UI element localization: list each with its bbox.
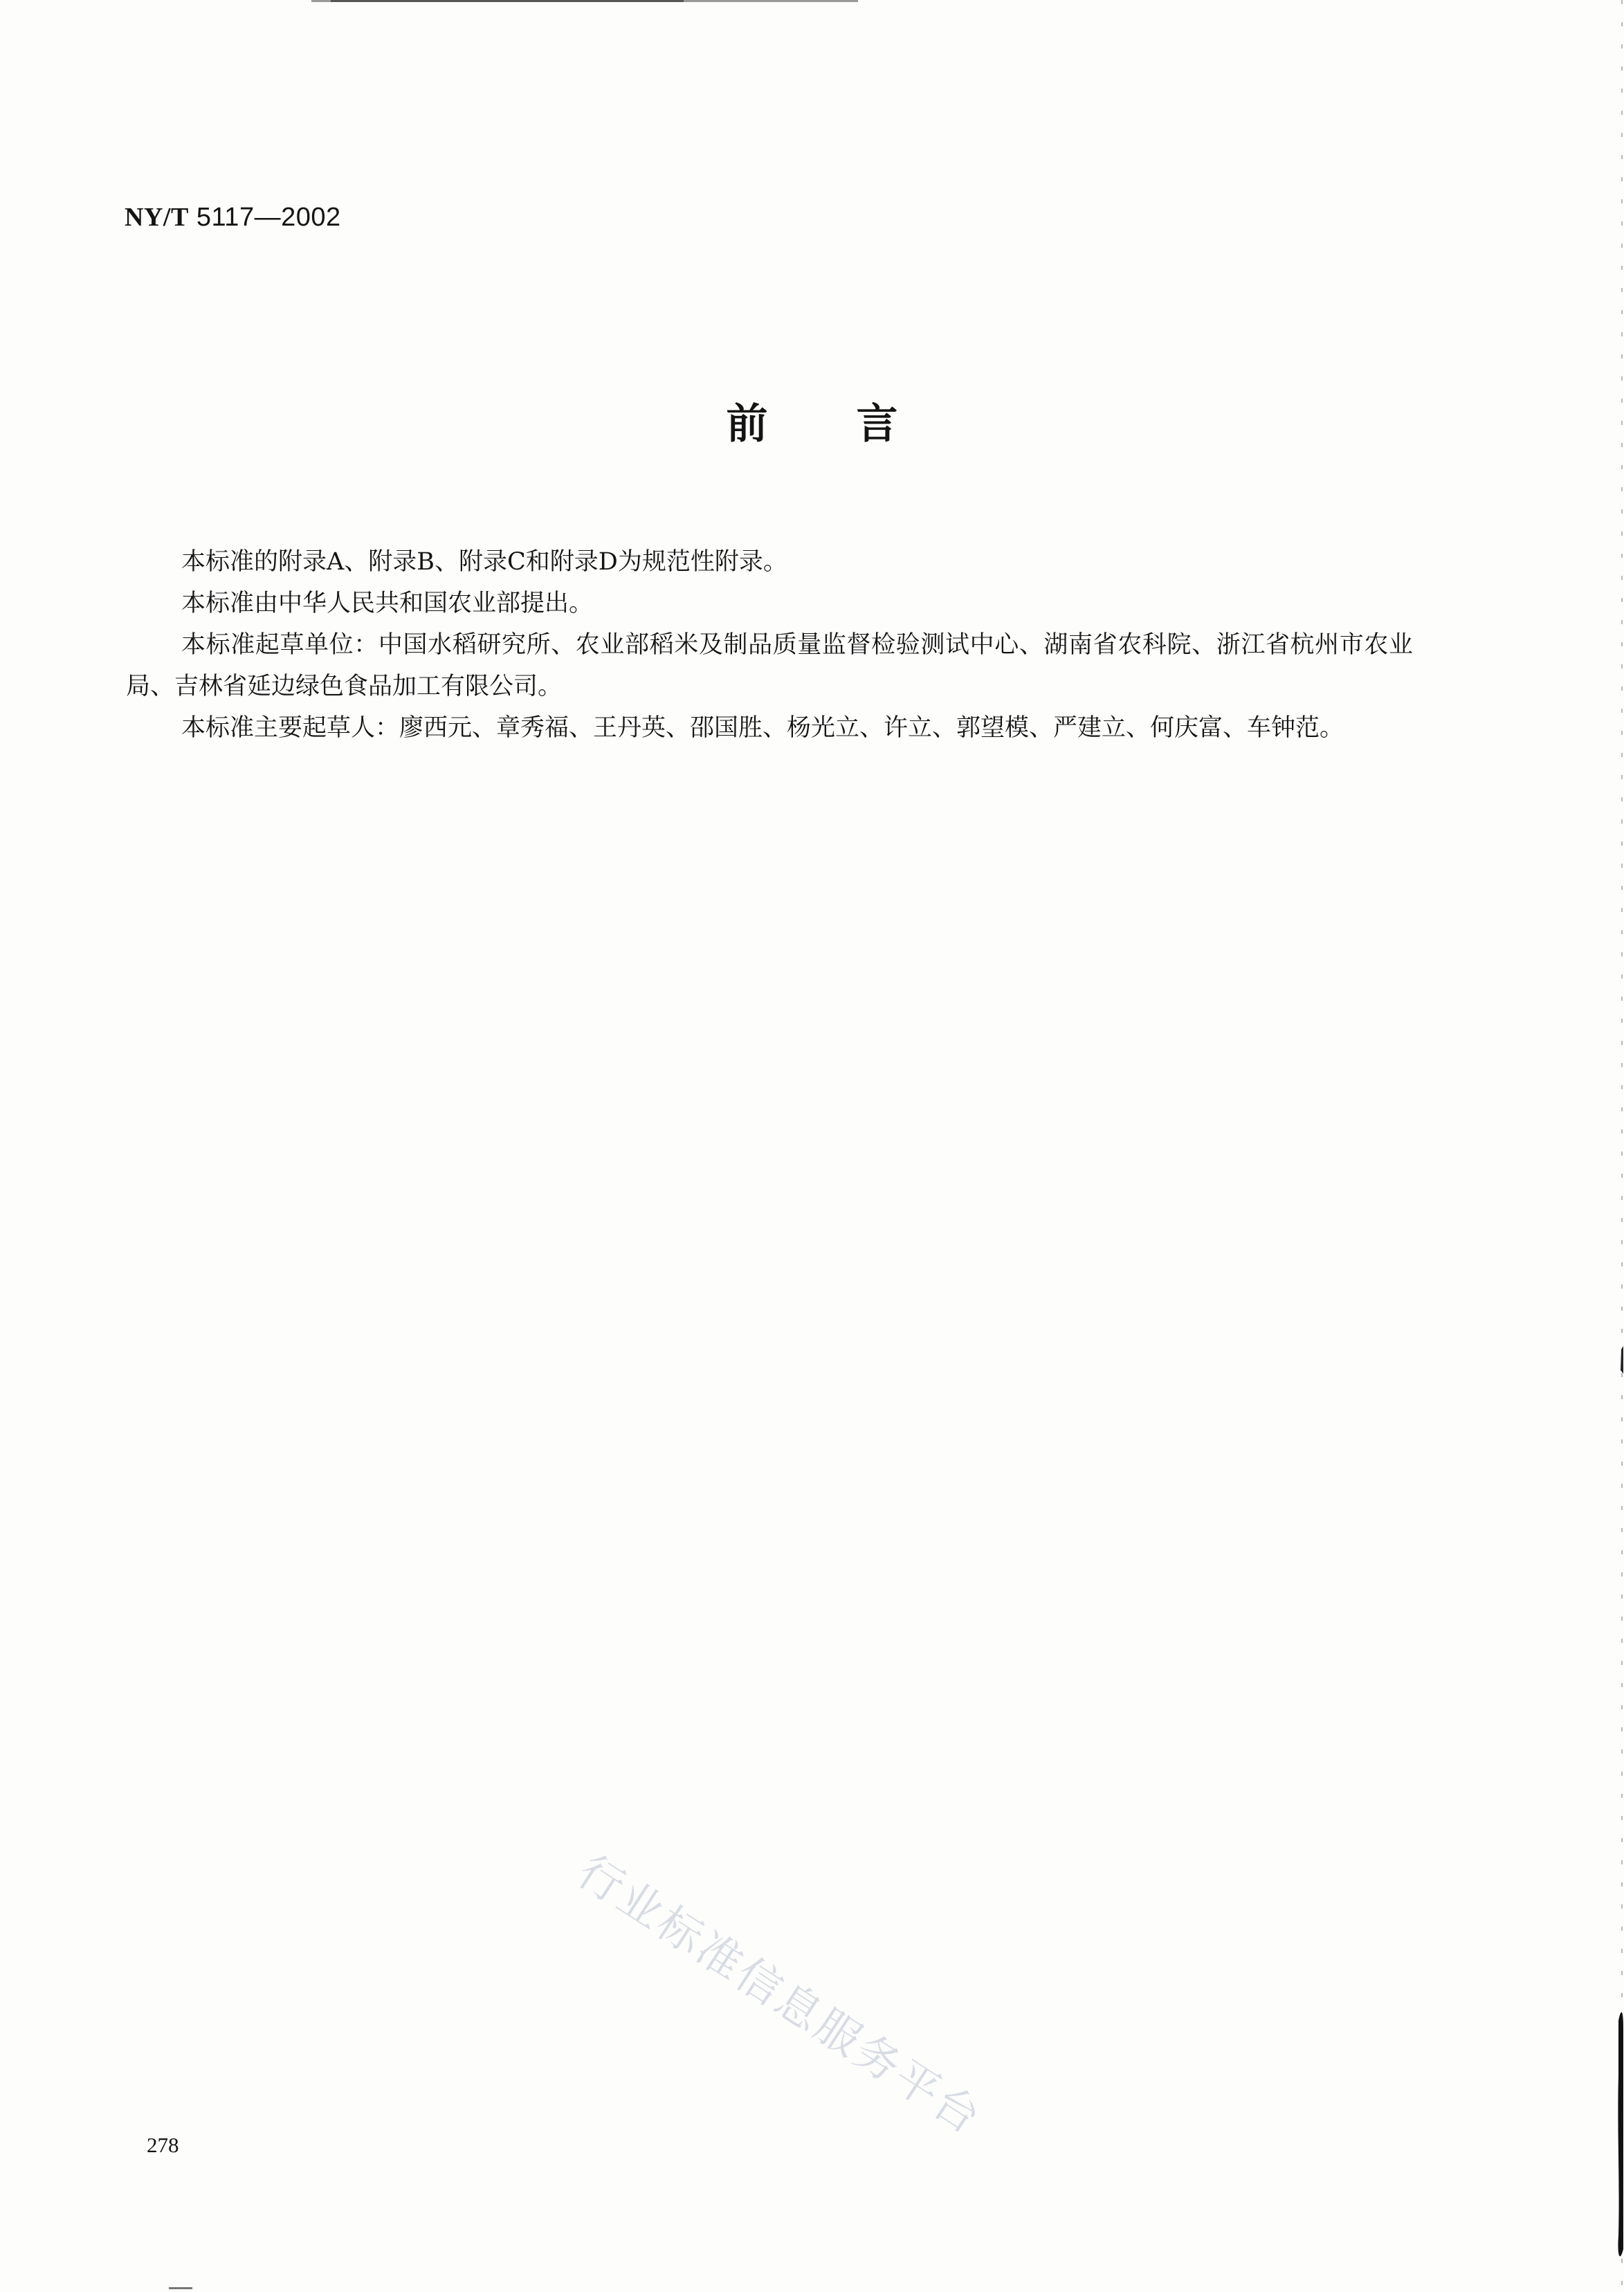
bottom-scan-mark	[169, 2287, 192, 2289]
page-number: 278	[147, 2133, 179, 2157]
foreword-body	[126, 541, 1413, 749]
standard-code-prefix: NY/T	[125, 203, 189, 232]
watermark: 行业标准信息服务平台	[568, 1846, 992, 2145]
paragraph-appendix: 本标准的附录A、附录B、附录C和附录D为规范性附录。	[181, 548, 787, 576]
paragraph-proposer: 本标准由中华人民共和国农业部提出。	[181, 590, 594, 617]
paragraph-drafters: 本标准主要起草人：廖西元、章秀福、王丹英、邵国胜、杨光立、许立、郭望模、严建立、何庆富、车钟范。	[181, 714, 1344, 742]
standard-code-number: 5117—2002	[196, 203, 341, 232]
top-scan-rule-dark	[331, 0, 684, 2]
page-title: 前言	[726, 400, 987, 448]
paragraph-drafting-units: 本标准起草单位：中国水稻研究所、农业部稻米及制品质量监督检验测试中心、湖南省农科院、浙江省杭州市农业局、吉林省延边绿色食品加工有限公司。	[126, 631, 1413, 700]
scan-binding-edge	[1610, 0, 1624, 2292]
standard-number	[125, 202, 341, 233]
